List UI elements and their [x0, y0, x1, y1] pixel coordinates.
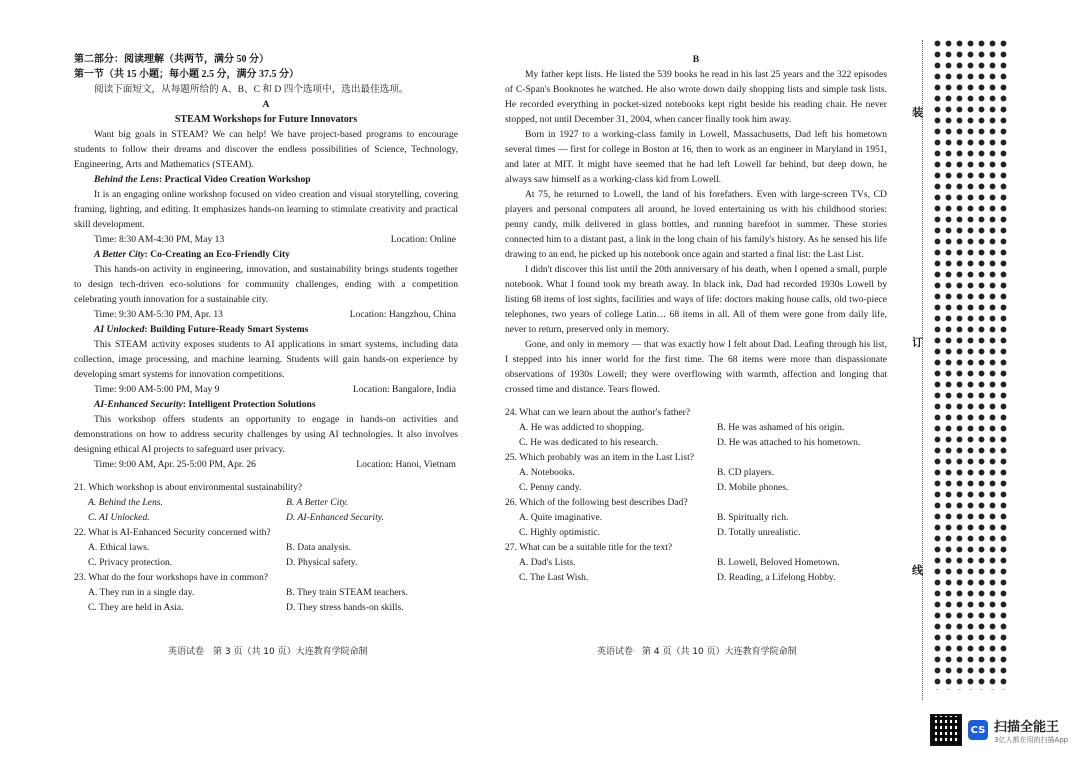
- option-a[interactable]: A. Behind the Lens.: [88, 497, 163, 508]
- binding-label-zhuang: 装: [912, 106, 923, 119]
- watermark-tagline: 3亿人都在用的扫描App: [994, 735, 1069, 744]
- workshop-time: Time: 9:00 AM-5:00 PM, May 9: [94, 384, 220, 395]
- workshop-2: [74, 247, 458, 322]
- question-stem: 26. Which of the following best describes Dad?: [505, 497, 688, 508]
- workshop-1: [74, 172, 458, 247]
- option-c[interactable]: C. He was dedicated to his research.: [519, 437, 659, 448]
- workshop-3: [74, 322, 458, 397]
- option-b[interactable]: B. Lowell, Beloved Hometown.: [717, 557, 840, 568]
- workshop-location: Location: Bangalore, India: [352, 384, 456, 395]
- option-b[interactable]: B. He was ashamed of his origin.: [717, 422, 845, 433]
- right-column: [505, 52, 887, 585]
- option-d[interactable]: D. They stress hands-on skills.: [286, 602, 404, 613]
- option-b[interactable]: B. A Better City.: [286, 497, 349, 508]
- question-stem: 24. What can we learn about the author's father?: [505, 407, 691, 418]
- question-27: [505, 540, 887, 585]
- workshop-name: A Better City: [94, 249, 145, 260]
- binding-dotted-line: [922, 40, 923, 700]
- option-d[interactable]: D. Totally unrealistic.: [717, 527, 801, 538]
- workshop-desc: This hands-on activity in engineering, innovation, and sustainability brings students together to design tech-driven eco-solutions for community challenges, ending with a competition celebrating youth innovation for a sustainable city.: [74, 264, 458, 305]
- option-d[interactable]: D. He was attached to his hometown.: [717, 437, 861, 448]
- paragraph-2: Born in 1927 to a working-class family in Lowell, Massachusetts, Dad left his hometown several times — first for college in Boston at 16, then to work as an engineer in Maryland in 1951, and later at MIT. It might have seemed that he had left Lowell far behind, but deep down, he always saw himself as a working-class kid from Lowell.: [505, 129, 887, 185]
- page-footer-left: 英语试卷 第 3 页（共 10 页）大连教育学院命制: [168, 647, 368, 657]
- paragraph-1: My father kept lists. He listed the 539 books he read in his last 25 years and the 322 episodes of C-Span's Booknotes he watched. He also wrote down daily shopping lists and simple task lists. He recorded everything in pocket-sized notebooks kept right beside his reading chair. He never stopped, not until December 31, 2004, when cancer finally took him away.: [505, 69, 887, 125]
- option-c[interactable]: C. Highly optimistic.: [519, 527, 601, 538]
- option-c[interactable]: C. Penny candy.: [519, 482, 582, 493]
- passage-letter-a: A: [262, 99, 270, 110]
- workshop-time: Time: 9:00 AM, Apr. 25-5:00 PM, Apr. 26: [94, 459, 256, 470]
- question-22: [74, 525, 458, 570]
- question-26: [505, 495, 887, 540]
- workshop-subtitle: : Practical Video Creation Workshop: [159, 174, 311, 185]
- paragraph-5: Gone, and only in memory — that was exactly how I felt about Dad. Leafing through his list, I stepped into his inner world for the first time. The 68 items were more than dispassionate observations of 1930s Lowell; they were overflowing with warmth, affection and longing that crossed time and distance. Tears flowed.: [505, 339, 887, 395]
- option-a[interactable]: A. Dad's Lists.: [519, 557, 576, 568]
- workshop-desc: It is an engaging online workshop focused on video creation and visual storytelling, covering framing, lighting, and editing. It emphasizes hands-on learning to stimulate creativity and practical skill development.: [74, 189, 458, 230]
- option-b[interactable]: B. They train STEAM teachers.: [286, 587, 408, 598]
- workshop-location: Location: Hangzhou, China: [349, 309, 456, 320]
- option-d[interactable]: D. Physical safety.: [286, 557, 358, 568]
- option-a[interactable]: A. Ethical laws.: [88, 542, 150, 553]
- workshop-time: Time: 9:30 AM-5:30 PM, Apr. 13: [94, 309, 223, 320]
- qr-code-icon: [930, 714, 962, 746]
- workshop-location: Location: Hanoi, Vietnam: [356, 459, 456, 470]
- workshop-subtitle: : Intelligent Protection Solutions: [182, 399, 316, 410]
- binding-label-xian: 线: [912, 564, 923, 577]
- part-header: 第二部分：阅读理解（共两节，满分 50 分）: [74, 54, 269, 65]
- instructions: 阅读下面短文，从每题所给的 A、B、C 和 D 四个选项中，选出最佳选项。: [94, 84, 409, 95]
- passage-letter-b: B: [692, 54, 700, 65]
- camscanner-logo-icon: CS: [968, 720, 988, 740]
- option-b[interactable]: B. Data analysis.: [286, 542, 352, 553]
- workshop-subtitle: : Building Future-Ready Smart Systems: [144, 324, 309, 335]
- workshop-subtitle: : Co-Creating an Eco-Friendly City: [144, 249, 290, 260]
- question-23: [74, 570, 458, 615]
- workshop-location: Location: Online: [390, 234, 456, 245]
- workshop-4: [74, 397, 458, 472]
- workshop-desc: This STEAM activity exposes students to AI applications in smart systems, including data collection, image processing, and machine learning. Students will gain hands-on experience by developing smart systems for innovation competitions.: [74, 339, 458, 380]
- binding-label-ding: 订: [912, 336, 923, 349]
- question-stem: 22. What is AI-Enhanced Security concerned with?: [74, 527, 271, 538]
- question-24: [505, 405, 887, 450]
- scanner-watermark: [930, 714, 1068, 746]
- question-stem: 27. What can be a suitable title for the text?: [505, 542, 673, 553]
- workshop-name: AI-Enhanced Security: [94, 399, 183, 410]
- workshop-name: AI Unlocked: [94, 324, 145, 335]
- section-header: 第一节（共 15 小题；每小题 2.5 分，满分 37.5 分）: [74, 69, 299, 80]
- question-25: [505, 450, 887, 495]
- option-b[interactable]: B. Spiritually rich.: [717, 512, 789, 523]
- option-c[interactable]: C. The Last Wish.: [519, 572, 589, 583]
- question-21: [74, 480, 458, 525]
- option-a[interactable]: A. Quite imaginative.: [519, 512, 603, 523]
- paragraph-3: At 75, he returned to Lowell, the land of his forefathers. Even with large-screen TVs, CD players and personal computers all around, he loved entertaining us with his childhood stories: penny candy, milk delivered in glass bottles, and running barefoot in summer. These stories connected him to a distant past, a link in the long chain of his family's history. As he sensed his life drawing to an end, he picked up his notebook once again and started a final list: the Last List.: [505, 189, 887, 260]
- option-c[interactable]: C. AI Unlocked.: [88, 512, 150, 523]
- option-a[interactable]: A. They run in a single day.: [88, 587, 195, 598]
- workshop-name: Behind the Lens: [94, 174, 160, 185]
- left-column: [74, 52, 458, 615]
- option-d[interactable]: D. AI-Enhanced Security.: [286, 512, 384, 523]
- option-a[interactable]: A. Notebooks.: [519, 467, 575, 478]
- passage-intro: Want big goals in STEAM? We can help! We have project-based programs to encourage students to follow their dreams and discover the endless possibilities of Science, Technology, Engineering, Arts and Mathematics (STEAM).: [74, 129, 458, 170]
- option-a[interactable]: A. He was addicted to shopping.: [519, 422, 644, 433]
- workshop-time: Time: 8:30 AM-4:30 PM, May 13: [94, 234, 225, 245]
- watermark-name: 扫描全能王: [994, 719, 1060, 735]
- binding-margin-pattern: [932, 38, 1010, 690]
- option-d[interactable]: D. Reading, a Lifelong Hobby.: [717, 572, 836, 583]
- paragraph-4: I didn't discover this list until the 20th anniversary of his death, when I opened a small, purple notebook. What I found took my breath away. In black ink, Dad had recorded 1930s Lowell by listing 68 items of lost sights, facilities and ways of life: doctors making house calls, old two-piece telephones, two years of college Latin… 68 items in all. All of them were gone from daily life, never to return, preserved only in memory.: [505, 264, 887, 335]
- option-c[interactable]: C. Privacy protection.: [88, 557, 173, 568]
- question-stem: 23. What do the four workshops have in common?: [74, 572, 269, 583]
- option-c[interactable]: C. They are held in Asia.: [88, 602, 184, 613]
- question-stem: 21. Which workshop is about environmental sustainability?: [74, 482, 303, 493]
- option-b[interactable]: B. CD players.: [717, 467, 775, 478]
- option-d[interactable]: D. Mobile phones.: [717, 482, 789, 493]
- question-stem: 25. Which probably was an item in the Last List?: [505, 452, 694, 463]
- passage-title: STEAM Workshops for Future Innovators: [174, 114, 358, 125]
- workshop-desc: This workshop offers students an opportunity to engage in hands-on activities and demonstrations on how to address security challenges by using AI technologies. It also involves designing ethical AI projects to safeguard user privacy.: [74, 414, 458, 455]
- page-footer-right: 英语试卷 第 4 页（共 10 页）大连教育学院命制: [597, 647, 797, 657]
